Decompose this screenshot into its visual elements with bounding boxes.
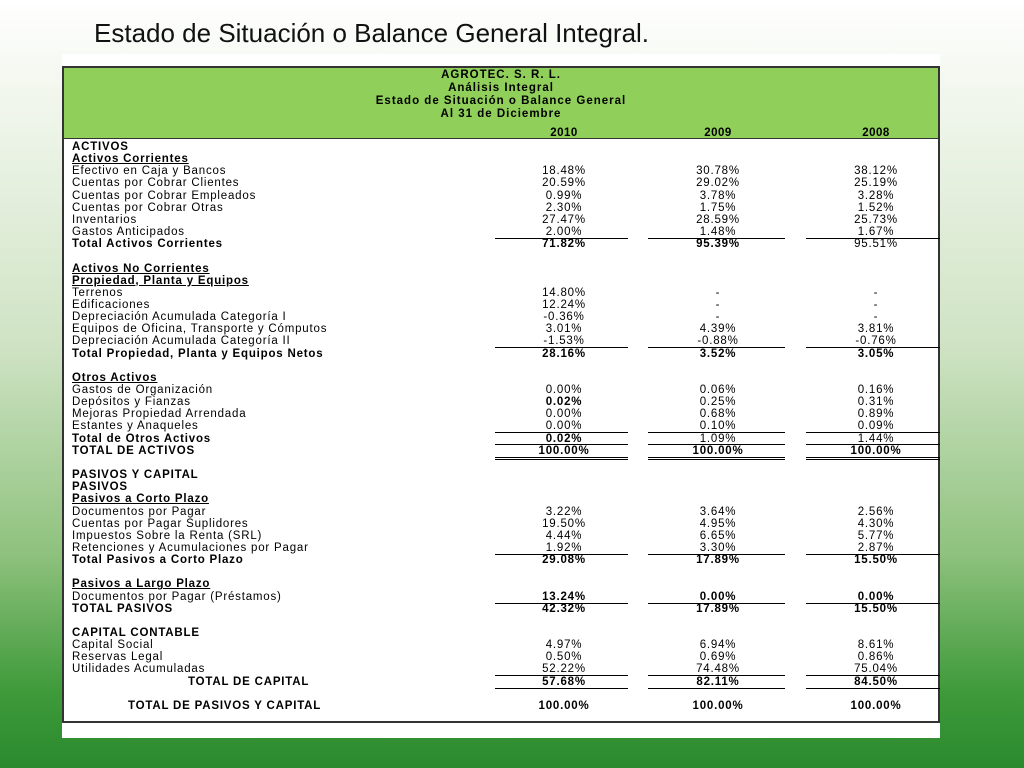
row-label: TOTAL DE ACTIVOS xyxy=(72,444,195,457)
row-value-2009: 1.75% xyxy=(699,201,737,214)
row-value-2010: 0.02% xyxy=(545,396,583,409)
row-value-2008: 1.67% xyxy=(857,226,895,239)
row-value-2008: 0.09% xyxy=(857,420,895,433)
row-value-2010: 52.22% xyxy=(542,663,586,676)
row-value-2010: 4.44% xyxy=(545,529,583,542)
row-value-2008: 0.16% xyxy=(857,384,895,396)
row-label: Total Activos Corrientes xyxy=(72,238,223,251)
row-value-2010: 13.24% xyxy=(542,590,586,603)
double-total-rule xyxy=(648,457,785,460)
row-value-2010: 0.00% xyxy=(545,408,583,421)
row-label: Total Propiedad, Planta y Equipos Netos xyxy=(72,347,324,360)
row-value-2009: 29.02% xyxy=(696,177,740,190)
row-value-2008: 2.56% xyxy=(857,505,895,518)
row-label: Total Pasivos a Corto Plazo xyxy=(72,554,244,567)
row-label: TOTAL DE PASIVOS Y CAPITAL xyxy=(128,699,322,712)
table-header xyxy=(62,66,940,139)
row-value-2008: 100.00% xyxy=(850,444,902,457)
row-value-2009: 0.10% xyxy=(699,420,737,433)
row-label: Propiedad, Planta y Equipos xyxy=(72,274,249,287)
row-label: Depósitos y Fianzas xyxy=(72,396,191,409)
row-value-2009: 28.59% xyxy=(696,213,740,226)
table-row xyxy=(0,141,1024,153)
row-label: ACTIVOS xyxy=(72,141,129,153)
row-label: Gastos de Organización xyxy=(72,384,213,396)
table-row xyxy=(0,506,1024,518)
row-value-2009: 0.69% xyxy=(699,651,737,664)
table-row xyxy=(0,335,1024,347)
table-row xyxy=(0,493,1024,505)
row-value-2009: -0.88% xyxy=(697,335,739,348)
row-label: Total de Otros Activos xyxy=(72,432,212,445)
row-value-2010: 28.16% xyxy=(542,347,586,360)
row-value-2008: 3.28% xyxy=(857,189,895,202)
row-label: Equipos de Oficina, Transporte y Cómputos xyxy=(72,323,328,336)
row-label: Otros Activos xyxy=(72,371,158,384)
row-value-2010: -0.36% xyxy=(543,311,585,324)
total-rule xyxy=(806,432,940,433)
row-label: Retenciones y Acumulaciones por Pagar xyxy=(72,541,309,554)
row-value-2009: 4.95% xyxy=(699,517,737,530)
row-value-2010: 2.30% xyxy=(545,201,583,214)
table-row xyxy=(0,348,1024,360)
row-label: Cuentas por Cobrar Empleados xyxy=(72,189,257,202)
row-label: Pasivos a Corto Plazo xyxy=(72,493,209,506)
row-label: Gastos Anticipados xyxy=(72,226,185,239)
table-row xyxy=(0,238,1024,250)
row-value-2008: - xyxy=(873,298,879,311)
row-value-2010: 1.92% xyxy=(545,541,583,554)
row-value-2010: 27.47% xyxy=(542,213,586,226)
row-label: Cuentas por Cobrar Otras xyxy=(72,201,224,214)
row-value-2010: 19.50% xyxy=(542,517,586,530)
row-value-2009: 3.30% xyxy=(699,541,737,554)
year-column-2: 2008 xyxy=(862,127,890,139)
table-row xyxy=(0,263,1024,275)
double-total-rule xyxy=(806,457,940,460)
total-rule xyxy=(495,688,628,689)
row-value-2009: 74.48% xyxy=(696,663,740,676)
row-value-2008: 2.87% xyxy=(857,541,895,554)
table-row xyxy=(0,445,1024,457)
row-label: Activos No Corrientes xyxy=(72,262,210,275)
row-value-2009: - xyxy=(715,298,721,311)
row-value-2010: 3.01% xyxy=(545,323,583,336)
row-value-2010: 2.00% xyxy=(545,226,583,239)
double-total-rule xyxy=(495,457,628,460)
row-value-2009: 3.78% xyxy=(699,189,737,202)
table-row xyxy=(0,651,1024,663)
row-value-2010: 12.24% xyxy=(542,298,586,311)
row-value-2010: 0.00% xyxy=(545,420,583,433)
row-value-2008: 0.00% xyxy=(857,590,895,603)
statement-date: Al 31 de Diciembre xyxy=(440,108,562,120)
row-value-2010: 0.99% xyxy=(545,189,583,202)
table-row xyxy=(0,627,1024,639)
row-value-2009: 6.94% xyxy=(699,639,737,652)
row-value-2009: 82.11% xyxy=(696,675,740,688)
row-value-2008: 1.44% xyxy=(857,432,895,445)
row-label: Documentos por Pagar xyxy=(72,505,207,518)
statement-title: Estado de Situación o Balance General xyxy=(375,95,627,107)
row-value-2010: 100.00% xyxy=(538,699,590,712)
row-value-2009: - xyxy=(715,311,721,324)
row-value-2010: 20.59% xyxy=(542,177,586,190)
analysis-title: Análisis Integral xyxy=(448,82,554,94)
table-row xyxy=(0,165,1024,177)
row-value-2010: -1.53% xyxy=(543,335,585,348)
total-rule xyxy=(648,444,785,445)
table-row xyxy=(0,554,1024,566)
row-label: Depreciación Acumulada Categoría I xyxy=(72,311,287,324)
row-value-2008: 3.05% xyxy=(857,347,895,360)
row-label: Pasivos a Largo Plazo xyxy=(72,578,211,591)
table-row xyxy=(0,177,1024,189)
row-label: Mejoras Propiedad Arrendada xyxy=(72,408,247,421)
row-label: Activos Corrientes xyxy=(72,153,189,166)
table-row xyxy=(0,603,1024,615)
row-value-2010: 4.97% xyxy=(545,639,583,652)
row-value-2008: 0.89% xyxy=(857,408,895,421)
row-value-2008: 38.12% xyxy=(854,165,898,178)
slide-title: Estado de Situación o Balance General Integral. xyxy=(94,18,650,48)
row-value-2008: 95.51% xyxy=(854,238,898,251)
table-row xyxy=(0,481,1024,493)
table-row xyxy=(0,190,1024,202)
row-label: Efectivo en Caja y Bancos xyxy=(72,165,227,178)
row-value-2008: - xyxy=(873,311,879,324)
row-value-2008: 15.50% xyxy=(854,554,898,567)
row-value-2009: 1.09% xyxy=(699,432,737,445)
row-value-2010: 100.00% xyxy=(538,444,590,457)
row-value-2008: 0.31% xyxy=(857,396,895,409)
table-row xyxy=(0,530,1024,542)
row-value-2009: - xyxy=(715,286,721,299)
row-label: Inventarios xyxy=(72,213,138,226)
row-value-2008: 1.52% xyxy=(857,201,895,214)
row-value-2009: 4.39% xyxy=(699,323,737,336)
row-value-2009: 0.68% xyxy=(699,408,737,421)
row-label: CAPITAL CONTABLE xyxy=(72,627,200,639)
row-value-2008: 5.77% xyxy=(857,529,895,542)
row-value-2009: 100.00% xyxy=(692,444,744,457)
table-row xyxy=(0,275,1024,287)
row-label: PASIVOS Y CAPITAL xyxy=(72,469,199,482)
total-rule xyxy=(648,432,785,433)
row-value-2009: 0.00% xyxy=(699,590,737,603)
row-value-2008: 84.50% xyxy=(854,675,898,688)
row-value-2010: 14.80% xyxy=(542,286,586,299)
total-rule xyxy=(806,688,940,689)
row-label: Capital Social xyxy=(72,639,154,652)
row-label: Impuestos Sobre la Renta (SRL) xyxy=(72,529,263,542)
table-row xyxy=(0,591,1024,603)
row-value-2008: 3.81% xyxy=(857,323,895,336)
row-value-2010: 0.02% xyxy=(545,432,583,445)
table-row xyxy=(0,202,1024,214)
table-row xyxy=(0,663,1024,675)
row-value-2009: 17.89% xyxy=(696,602,740,615)
row-value-2008: - xyxy=(873,286,879,299)
row-label: PASIVOS xyxy=(72,481,128,494)
table-row xyxy=(0,396,1024,408)
row-value-2008: -0.76% xyxy=(855,335,897,348)
row-value-2010: 42.32% xyxy=(542,602,586,615)
company-name: AGROTEC. S. R. L. xyxy=(441,69,561,81)
row-value-2009: 0.06% xyxy=(699,384,737,396)
row-value-2009: 17.89% xyxy=(696,554,740,567)
row-label: Estantes y Anaqueles xyxy=(72,420,199,433)
row-value-2008: 75.04% xyxy=(854,663,898,676)
row-value-2008: 8.61% xyxy=(857,639,895,652)
row-value-2008: 100.00% xyxy=(850,699,902,712)
table-row xyxy=(0,384,1024,396)
total-rule xyxy=(806,444,940,445)
year-column-0: 2010 xyxy=(550,127,578,139)
row-value-2010: 18.48% xyxy=(542,165,586,178)
row-value-2009: 100.00% xyxy=(692,699,744,712)
row-label: Reservas Legal xyxy=(72,651,164,664)
table-row xyxy=(0,299,1024,311)
total-rule xyxy=(495,444,628,445)
row-value-2010: 0.50% xyxy=(545,651,583,664)
row-label: Documentos por Pagar (Préstamos) xyxy=(72,590,282,603)
row-value-2008: 25.19% xyxy=(854,177,898,190)
row-label: Cuentas por Pagar Suplidores xyxy=(72,517,249,530)
table-row xyxy=(0,226,1024,238)
row-value-2010: 71.82% xyxy=(542,238,586,251)
row-label: Cuentas por Cobrar Clientes xyxy=(72,177,240,190)
table-row xyxy=(0,323,1024,335)
row-value-2009: 1.48% xyxy=(699,226,737,239)
table-row xyxy=(0,578,1024,590)
row-label: Depreciación Acumulada Categoría II xyxy=(72,335,291,348)
table-row xyxy=(0,676,1024,688)
row-value-2009: 3.52% xyxy=(699,347,737,360)
table-row xyxy=(0,287,1024,299)
row-value-2009: 95.39% xyxy=(696,238,740,251)
table-row xyxy=(0,542,1024,554)
row-value-2010: 0.00% xyxy=(545,384,583,396)
row-value-2009: 6.65% xyxy=(699,529,737,542)
row-value-2008: 15.50% xyxy=(854,602,898,615)
table-row xyxy=(0,311,1024,323)
row-label: Edificaciones xyxy=(72,298,151,311)
table-row xyxy=(0,639,1024,651)
row-value-2010: 57.68% xyxy=(542,675,586,688)
table-row xyxy=(0,518,1024,530)
table-row xyxy=(0,408,1024,420)
row-value-2010: 3.22% xyxy=(545,505,583,518)
row-value-2008: 4.30% xyxy=(857,517,895,530)
total-rule xyxy=(495,432,628,433)
total-rule xyxy=(648,688,785,689)
row-value-2009: 30.78% xyxy=(696,165,740,178)
table-row xyxy=(0,469,1024,481)
row-label: Terrenos xyxy=(72,286,124,299)
row-label: Utilidades Acumuladas xyxy=(72,663,206,676)
row-value-2009: 3.64% xyxy=(699,505,737,518)
year-column-1: 2009 xyxy=(704,127,732,139)
row-value-2008: 0.86% xyxy=(857,651,895,664)
row-label: TOTAL PASIVOS xyxy=(72,602,173,615)
table-row xyxy=(0,372,1024,384)
table-row xyxy=(0,153,1024,165)
row-label: TOTAL DE CAPITAL xyxy=(188,675,310,688)
table-row xyxy=(0,214,1024,226)
row-value-2009: 0.25% xyxy=(699,396,737,409)
row-value-2008: 25.73% xyxy=(854,213,898,226)
row-value-2010: 29.08% xyxy=(542,554,586,567)
table-row xyxy=(0,700,1024,712)
